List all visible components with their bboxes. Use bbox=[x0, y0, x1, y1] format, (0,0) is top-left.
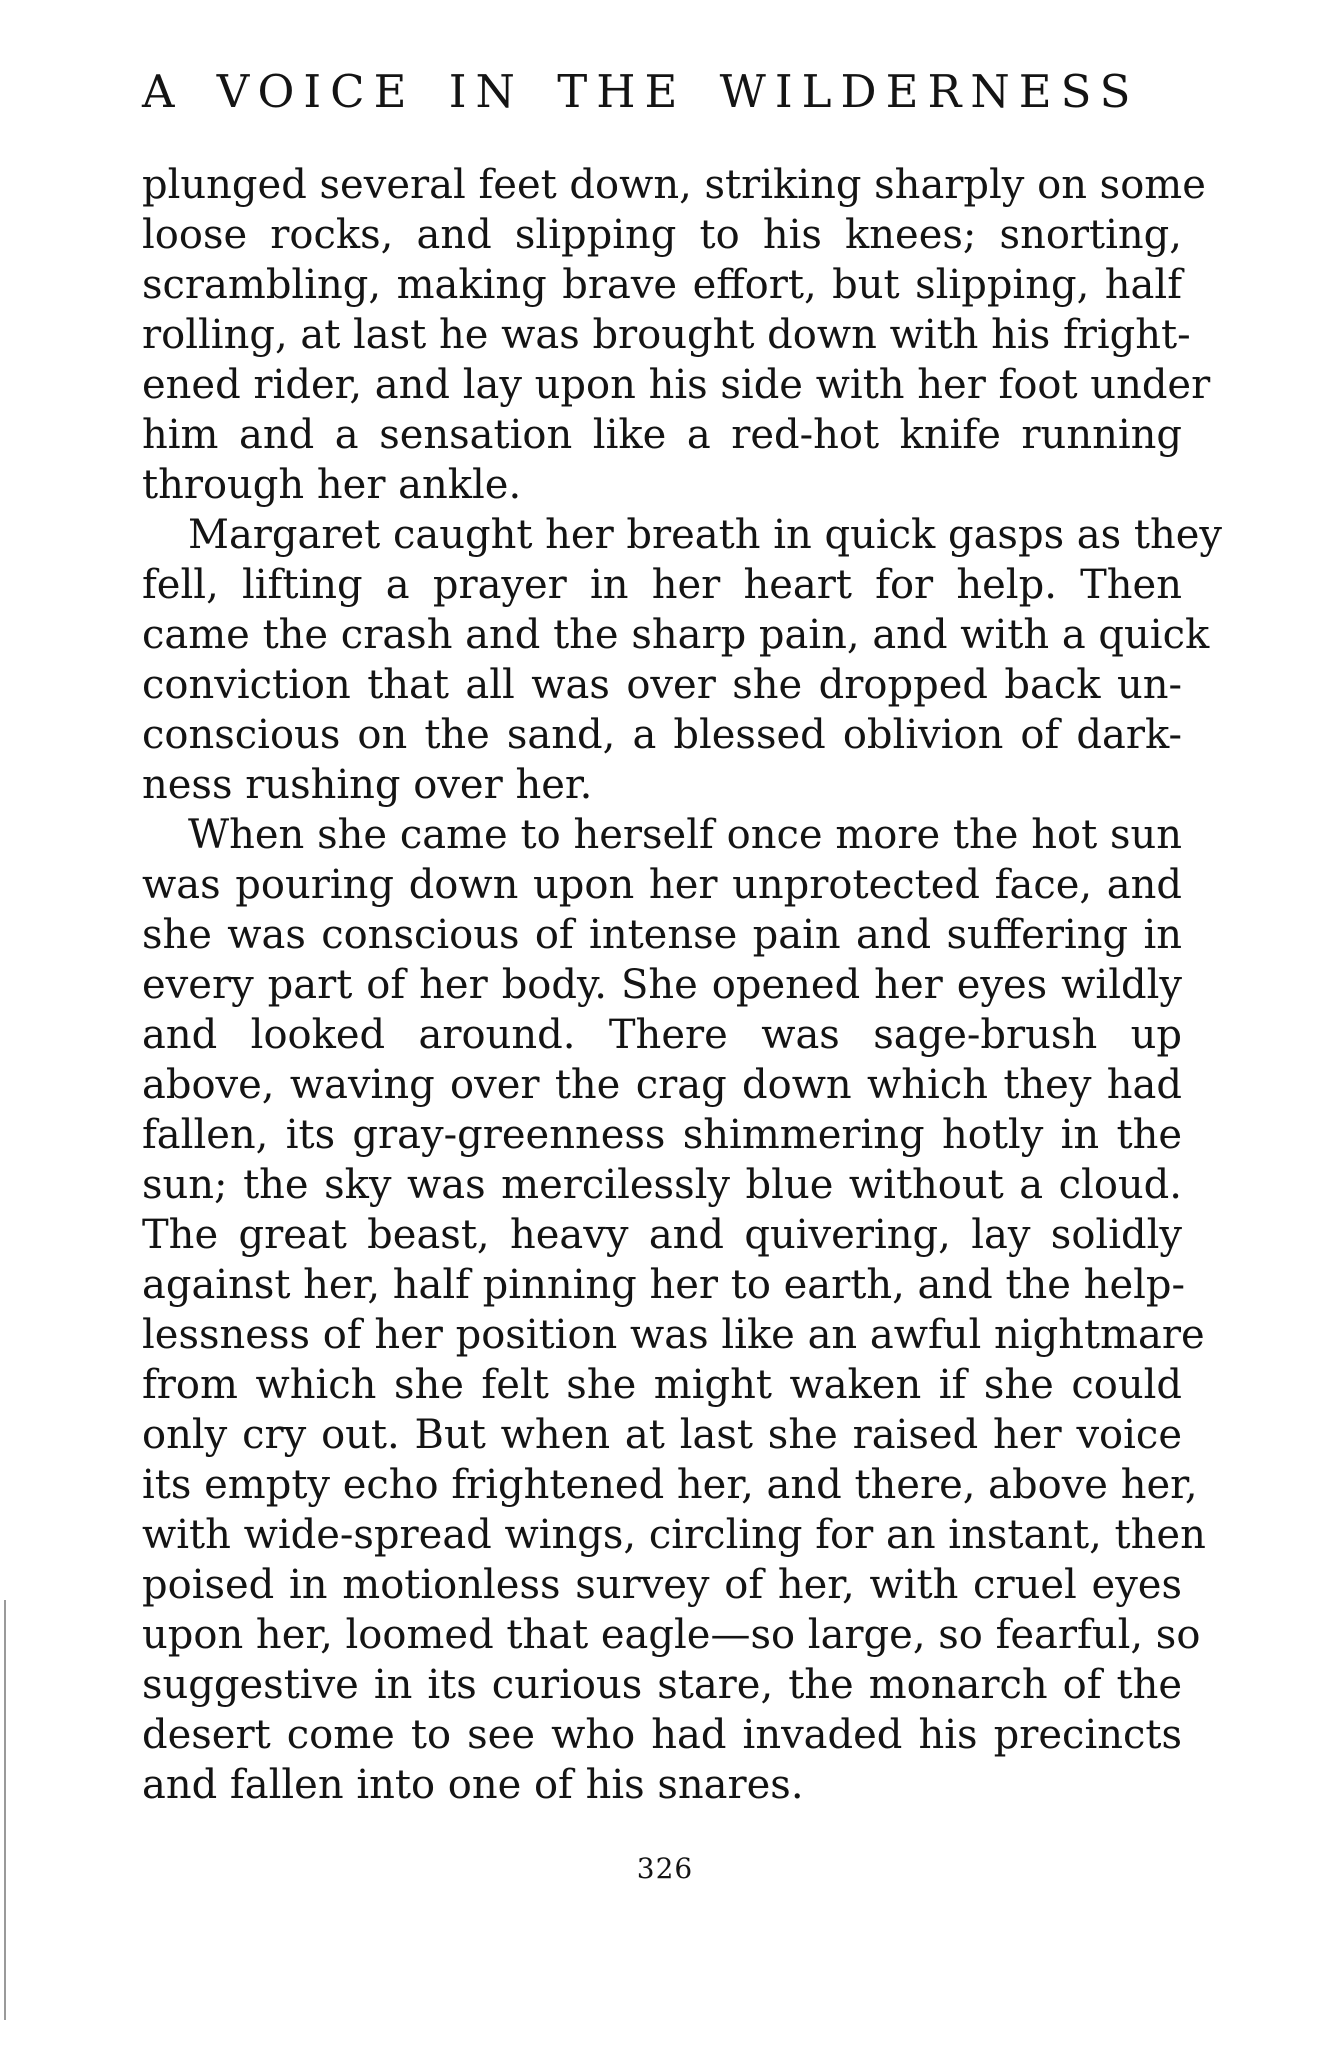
text-line: its empty echo frightened her, and there, above her, bbox=[142, 1462, 1198, 1508]
gutter-shadow-line bbox=[4, 1600, 6, 2020]
paragraph bbox=[142, 810, 1206, 1810]
text-line: with wide-spread wings, circling for an instant, then bbox=[142, 1512, 1206, 1558]
text-line: through her ankle. bbox=[142, 462, 522, 508]
text-line: ened rider, and lay upon his side with her foot under bbox=[142, 362, 1211, 408]
text-line: When she came to herself once more the hot sun bbox=[188, 812, 1182, 858]
text-line: sun; the sky was mercilessly blue without a cloud. bbox=[142, 1162, 1182, 1208]
text-line: and looked around. There was sage-brush up bbox=[142, 1012, 1182, 1058]
page-number: 326 bbox=[636, 1852, 694, 1885]
text-line: she was conscious of intense pain and suffering in bbox=[142, 912, 1182, 958]
text-line: poised in motionless survey of her, with cruel eyes bbox=[142, 1562, 1182, 1608]
text-line: him and a sensation like a red-hot knife running bbox=[142, 412, 1182, 458]
text-line: Margaret caught her breath in quick gasps as they bbox=[188, 512, 1223, 558]
text-line: upon her, loomed that eagle—so large, so fearful, so bbox=[142, 1612, 1201, 1658]
body-text bbox=[142, 160, 1223, 1810]
text-line: conviction that all was over she dropped back un- bbox=[142, 662, 1182, 708]
text-line: from which she felt she might waken if she could bbox=[142, 1362, 1182, 1408]
text-line: desert come to see who had invaded his precincts bbox=[142, 1712, 1182, 1758]
text-line: ness rushing over her. bbox=[142, 762, 593, 808]
text-line: only cry out. But when at last she raised her voice bbox=[142, 1412, 1182, 1458]
paragraph bbox=[142, 510, 1223, 810]
text-line: above, waving over the crag down which they had bbox=[142, 1062, 1182, 1108]
text-line: every part of her body. She opened her eyes wildly bbox=[142, 962, 1182, 1008]
text-line: rolling, at last he was brought down with his fright- bbox=[142, 312, 1191, 358]
text-line: loose rocks, and slipping to his knees; snorting, bbox=[142, 212, 1182, 258]
text-line: scrambling, making brave effort, but slipping, half bbox=[142, 262, 1182, 308]
text-line: suggestive in its curious stare, the monarch of the bbox=[142, 1662, 1182, 1708]
text-line: The great beast, heavy and quivering, lay solidly bbox=[142, 1212, 1182, 1258]
text-line: fell, lifting a prayer in her heart for help. Then bbox=[142, 562, 1182, 608]
text-line: against her, half pinning her to earth, and the help- bbox=[142, 1262, 1186, 1308]
text-line: came the crash and the sharp pain, and with a quick bbox=[142, 612, 1210, 658]
text-line: lessness of her position was like an awful nightmare bbox=[142, 1312, 1205, 1358]
text-line: was pouring down upon her unprotected face, and bbox=[142, 862, 1182, 908]
text-line: conscious on the sand, a blessed oblivion of dark- bbox=[142, 712, 1182, 758]
text-line: and fallen into one of his snares. bbox=[142, 1762, 804, 1808]
text-line: plunged several feet down, striking sharply on some bbox=[142, 162, 1206, 208]
text-line: fallen, its gray-greenness shimmering hotly in the bbox=[142, 1112, 1182, 1158]
paragraph bbox=[142, 160, 1211, 510]
running-head: A VOICE IN THE WILDERNESS bbox=[142, 65, 1140, 118]
